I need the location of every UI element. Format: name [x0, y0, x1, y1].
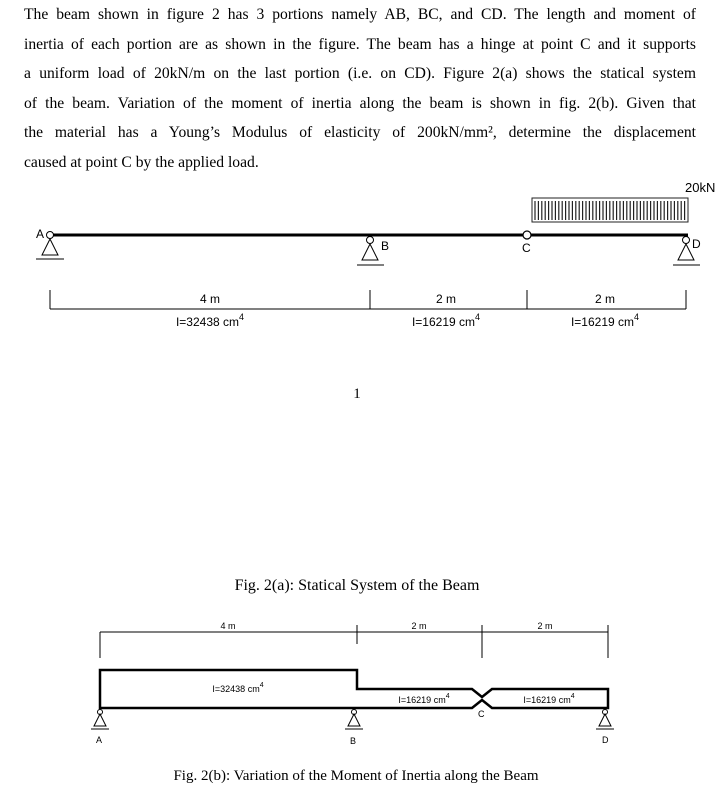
distributed-load [532, 198, 688, 222]
dimension-line [50, 290, 686, 309]
support-a-b [91, 710, 109, 730]
problem-line: The beam shown in figure 2 has 3 portions namely AB, BC, and CD. The length and moment of [24, 6, 696, 23]
dimension-line-b [100, 625, 608, 658]
span-bc-inertia: I=16219 $cm^4$ [411, 312, 481, 329]
span-cd-inertia-b: I=16219 $cm^4$ [523, 693, 575, 705]
span-cd-length-b: 2 m [537, 621, 553, 631]
node-label-a: A [36, 227, 45, 241]
span-ab-length: 4 m [199, 292, 221, 306]
problem-line: caused at point C by the applied load. [24, 153, 259, 171]
span-cd-inertia: I=16219 $cm^4$ [570, 312, 640, 329]
hinge-c [523, 231, 531, 239]
fig-2a-caption: Fig. 2(a): Statical System of the Beam [234, 577, 480, 594]
problem-line: the material has a Young’s Modulus of elasticity of 200kN/mm², determine the displacement [24, 124, 696, 141]
fig-2b-inertia-variation [91, 621, 614, 784]
node-label-c: C [522, 241, 531, 255]
support-b [357, 237, 384, 266]
span-ab-inertia-b: I=32438 $cm^4$ [212, 682, 264, 694]
problem-line: of the beam. Variation of the moment of inertia along the beam is shown in fig. 2(b). Given that [24, 94, 696, 112]
fig-2a-statical-system [36, 180, 715, 594]
node-label-b-b: B [350, 736, 357, 746]
node-label-b: B [381, 239, 390, 253]
node-label-d-b: D [602, 735, 609, 745]
node-label-c-b: C [478, 709, 485, 719]
node-label-d: D [692, 237, 701, 251]
span-bc-inertia-b: I=16219 $cm^4$ [398, 693, 450, 705]
problem-line: inertia of each portion are as shown in the figure. The beam has a hinge at point C and it supports [24, 35, 696, 53]
support-d-b [596, 710, 614, 730]
page-mark: 1 [353, 386, 361, 402]
node-label-a-b: A [96, 735, 103, 745]
span-bc-length-b: 2 m [411, 621, 427, 631]
load-label: 20kN [685, 180, 716, 195]
span-ab-length-b: 4 m [220, 621, 236, 631]
span-cd-length: 2 m [594, 292, 616, 306]
support-b-b [345, 710, 363, 730]
fig-2b-caption: Fig. 2(b): Variation of the Moment of Inertia along the Beam [173, 768, 539, 784]
span-ab-inertia: I=32438 $cm^4$ [175, 312, 245, 329]
span-bc-length: 2 m [435, 292, 457, 306]
problem-line: a uniform load of 20kN/m on the last portion (i.e. on CD). Figure 2(a) shows the statical system [24, 65, 696, 82]
